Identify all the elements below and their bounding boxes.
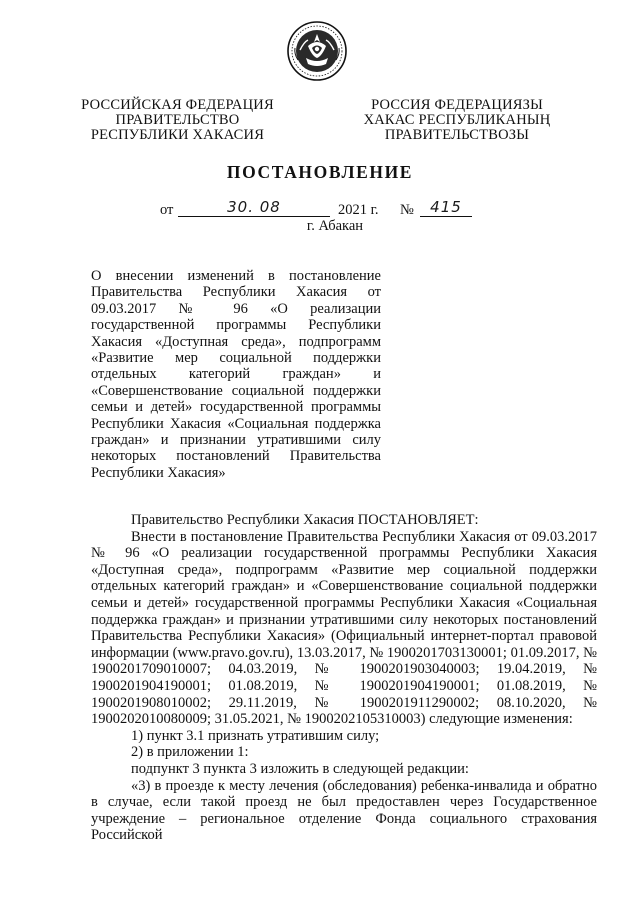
date-from-label: от bbox=[160, 202, 174, 218]
body-paragraph-5: подпункт 3 пункта 3 изложить в следующей редакции: bbox=[131, 760, 469, 777]
coat-of-arms-icon bbox=[286, 20, 348, 82]
header-right-line-1: РОССИЯ ФЕДЕРАЦИЯЗЫ bbox=[371, 97, 543, 113]
document-body bbox=[91, 512, 597, 844]
body-paragraph-1: Правительство Республики Хакасия ПОСТАНОВЛЯЕТ: bbox=[131, 512, 479, 528]
header-right-line-2: ХАКАС РЕСПУБЛИКАНЫҢ bbox=[363, 112, 551, 128]
header-right bbox=[362, 98, 552, 143]
body-paragraph-3: 1) пункт 3.1 признать утратившим силу; bbox=[131, 727, 380, 744]
header-left-line-2: ПРАВИТЕЛЬСТВО bbox=[115, 112, 240, 128]
date-number-line bbox=[0, 198, 640, 220]
document-subject: О внесении изменений в постановление Правительства Республики Хакасия от 09.03.2017 № 96 «О реализации государственной программы Республики Хакасия «Доступная среда», подпрограмм «Развитие мер социальной поддержки отдельных категорий граждан» и «Совершенствование социальной поддержки семьи и детей» государственной программы Республики Хакасия «Социальная поддержка граждан» и признании утратившими силу некоторых постановлений Правительства Республики Хакасия» bbox=[91, 268, 381, 481]
city-label: г. Абакан bbox=[306, 218, 364, 234]
header-right-line-3: ПРАВИТЕЛЬСТВОЗЫ bbox=[384, 127, 530, 143]
date-year: 2021 г. bbox=[338, 202, 379, 218]
handwritten-number: 415 bbox=[420, 198, 472, 217]
handwritten-date: 30. 08 bbox=[178, 198, 330, 217]
body-paragraph-4: 2) в приложении 1: bbox=[131, 744, 249, 761]
body-paragraph-6: «3) в проезде к месту лечения (обследования) ребенка-инвалида и обратно в случае, если такой проезд не был предоставлен через Государственное учреждение – региональное отделение Фонда социального страхования Российской bbox=[91, 777, 597, 844]
header-left-line-3: РЕСПУБЛИКИ ХАКАСИЯ bbox=[90, 127, 265, 143]
header-left bbox=[80, 98, 275, 143]
document-title: ПОСТАНОВЛЕНИЕ bbox=[226, 162, 414, 182]
body-paragraph-2: Внести в постановление Правительства Республики Хакасия от 09.03.2017 № 96 «О реализации государственной программы Республики Хакасия «Доступная среда», подпрограмм «Развитие мер социальной поддержки отдельных категорий граждан» и «Совершенствование социальной поддержки семьи и детей» государственной программы Республики Хакасия «Социальная поддержка граждан» и признании утратившими силу некоторых постановлений Правительства Республики Хакасия» (Официальный интернет-портал правовой информации (www.pravo.gov.ru), 13.03.2017, № 1900201703130001; 01.09.2017, № 1900201709010007; 04.03.2019, № 1900201903040003; 19.04.2019, № 1900201904190001; 01.08.2019, № 1900201904190001; 01.08.2019, № 1900201908010002; 29.11.2019, № 1900201911290002; 08.10.2020, № 1900202010080009; 31.05.2021, № 1900202105310003) следующие изменения: bbox=[91, 528, 597, 728]
number-sign: № bbox=[400, 202, 414, 218]
header-left-line-1: РОССИЙСКАЯ ФЕДЕРАЦИЯ bbox=[81, 97, 274, 113]
